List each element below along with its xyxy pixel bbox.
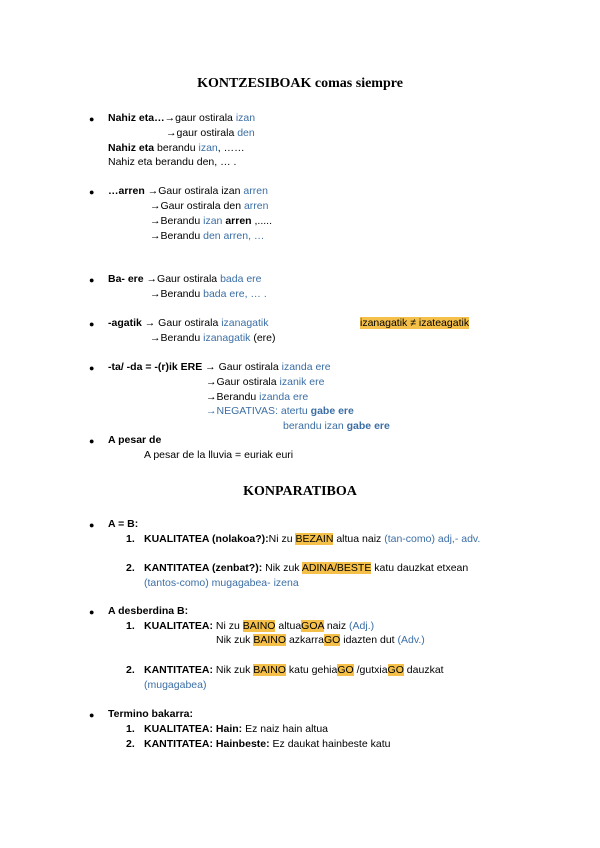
list-number: 2. [126,664,135,676]
line-ba-ere-2 [150,287,267,301]
verb: den arren, … [203,230,265,242]
text: gaur ostirala [175,112,236,124]
keyword: Ba- ere [108,273,147,285]
line-agatik-2 [150,331,276,345]
verb: izan [203,215,223,227]
text: Nik zuk [213,664,254,676]
keyword: KUALITATEA: Hain: [144,723,243,735]
item-kualitatea-2 [144,619,374,633]
text: katu dauzkat etxean [371,562,469,574]
text: Ez naiz hain altua [242,723,328,735]
line-apesar-1: A pesar de [108,434,162,446]
text: Gaur ostirala [215,361,282,373]
page-title: KONTZESIBOAK comas siempre [197,76,403,91]
text: idazten dut [340,634,398,646]
bullet: ● [89,114,95,124]
text: Gaur ostirala [157,273,221,285]
text: altua [275,620,302,632]
arrow-icon: → [206,405,217,417]
line-arren-3 [150,214,272,228]
arrow-icon: → [205,361,216,373]
arrow-icon: → [206,376,217,388]
bullet: ● [89,319,95,329]
arrow-icon: → [147,185,159,197]
item-kantitatea-1-note: (tantos-como) mugagabea- izena [144,577,299,589]
text: Berandu [160,215,204,227]
highlight: BAINO [242,620,276,632]
text: Berandu [160,288,204,300]
note: (Adj.) [349,620,375,632]
text: Ez daukat hainbeste katu [269,738,391,750]
highlight: GO [387,664,404,676]
bullet: ● [89,520,95,530]
item-hain [144,722,328,736]
text: , …… [217,142,245,154]
text: berandu [154,142,199,154]
verb: izanda ere [281,361,331,373]
highlight: GO [323,634,341,646]
text: ,..... [251,215,272,227]
section-title: KONPARATIBOA [243,484,357,499]
highlight-note [360,316,469,330]
keyword: KUALITATEA: [144,620,214,632]
text: altua naiz [333,533,385,545]
keyword: -agatik [108,317,145,329]
keyword: arren [225,215,252,227]
arrow-icon: → [146,273,158,285]
text: Gaur ostirala izan [158,185,244,197]
keyword: -ta/ -da = -(r)ik ERE [108,361,203,373]
line-tada-1 [108,360,331,374]
highlight: GO [337,664,354,676]
list-number: 1. [126,620,135,632]
keyword: gabe ere [346,420,390,432]
heading-a-equal-b: A = B: [108,518,139,530]
verb: izanagatik [221,317,269,329]
text: Berandu [160,230,204,242]
heading-a-desberdina-b: A desberdina B: [108,605,189,617]
note: (tan-como) adj,- adv. [384,533,481,545]
text: Gaur ostirala [216,376,280,388]
bullet: ● [89,187,95,197]
arrow-icon: → [206,391,217,403]
arrow-icon: → [150,200,161,212]
list-number: 1. [126,723,135,735]
arrow-icon: → [150,332,161,344]
text: Berandu [216,391,260,403]
verb: izan [198,142,218,154]
line-tada-5 [283,419,390,433]
bullet: ● [89,607,95,617]
text: Nik zuk [262,562,302,574]
line-tada-2 [206,375,324,389]
text: Nik zuk [216,634,254,646]
text: NEGATIVAS: atertu [216,405,311,417]
keyword: KANTITATEA: Hainbeste: [144,738,270,750]
item-hainbeste [144,737,390,751]
text: Gaur ostirala [155,317,222,329]
verb: den [237,127,255,139]
arrow-icon: → [144,317,156,329]
highlight: izanagatik ≠ izateagatik [360,317,470,329]
list-number: 2. [126,738,135,750]
highlight: BAINO [253,664,286,676]
text: berandu izan [283,420,347,432]
line-nahiz-4: Nahiz eta berandu den, … . [108,156,237,168]
keyword: KUALITATEA (nolakoa?): [144,533,269,545]
text: (ere) [250,332,276,344]
line-nahiz-1 [108,111,255,125]
line-arren-2 [150,199,268,213]
line-nahiz-2 [166,126,255,140]
verb: arren [243,200,269,212]
keyword: Nahiz eta… [108,112,165,124]
keyword: Nahiz eta [108,142,155,154]
bullet: ● [89,436,95,446]
item-kualitatea-2b [216,633,425,647]
item-kantitatea-2-note: (mugagabea) [144,679,207,691]
line-tada-4 [206,404,354,418]
keyword: KANTITATEA (zenbat?): [144,562,263,574]
line-ba-ere-1 [108,272,262,286]
verb: izanik ere [279,376,325,388]
list-number: 1. [126,533,135,545]
line-arren-4 [150,229,264,243]
text: naiz [323,620,350,632]
text: dauzkat [403,664,444,676]
text: Gaur ostirala den [160,200,244,212]
text: Berandu [160,332,204,344]
text: Ni zu [268,533,296,545]
highlight: BAINO [253,634,287,646]
line-apesar-2: A pesar de la lluvia = euriak euri [144,449,294,461]
text: azkarra [286,634,324,646]
arrow-icon: → [150,215,161,227]
arrow-icon: → [150,288,161,300]
keyword: gabe ere [310,405,354,417]
keyword: …arren [108,185,148,197]
bullet: ● [89,275,95,285]
verb: izan [235,112,256,124]
text: Ni zu [213,620,243,632]
item-kantitatea-1 [144,561,468,575]
highlight: ADINA/BESTE [301,562,372,574]
arrow-icon: → [150,230,161,242]
verb: arren [243,185,268,197]
item-kualitatea-1 [144,532,480,546]
list-number: 2. [126,562,135,574]
line-tada-3 [206,390,308,404]
verb: bada ere, … . [203,288,267,300]
note: (Adv.) [397,634,425,646]
bullet: ● [89,363,95,373]
bullet: ● [89,710,95,720]
line-agatik-1 [108,316,269,330]
text: gaur ostirala [176,127,238,139]
verb: bada ere [220,273,262,285]
arrow-icon: → [166,127,177,139]
highlight: GOA [301,620,324,632]
line-arren-1 [108,184,268,198]
item-kantitatea-2 [144,663,444,677]
keyword: KANTITATEA: [144,664,214,676]
verb: izanagatik [203,332,251,344]
line-nahiz-3 [108,141,245,155]
highlight: BEZAIN [295,533,334,545]
text: /gutxia [353,664,388,676]
verb: izanda ere [259,391,309,403]
arrow-icon: → [164,112,176,124]
heading-termino-bakarra: Termino bakarra: [108,708,193,720]
text: katu gehia [285,664,338,676]
